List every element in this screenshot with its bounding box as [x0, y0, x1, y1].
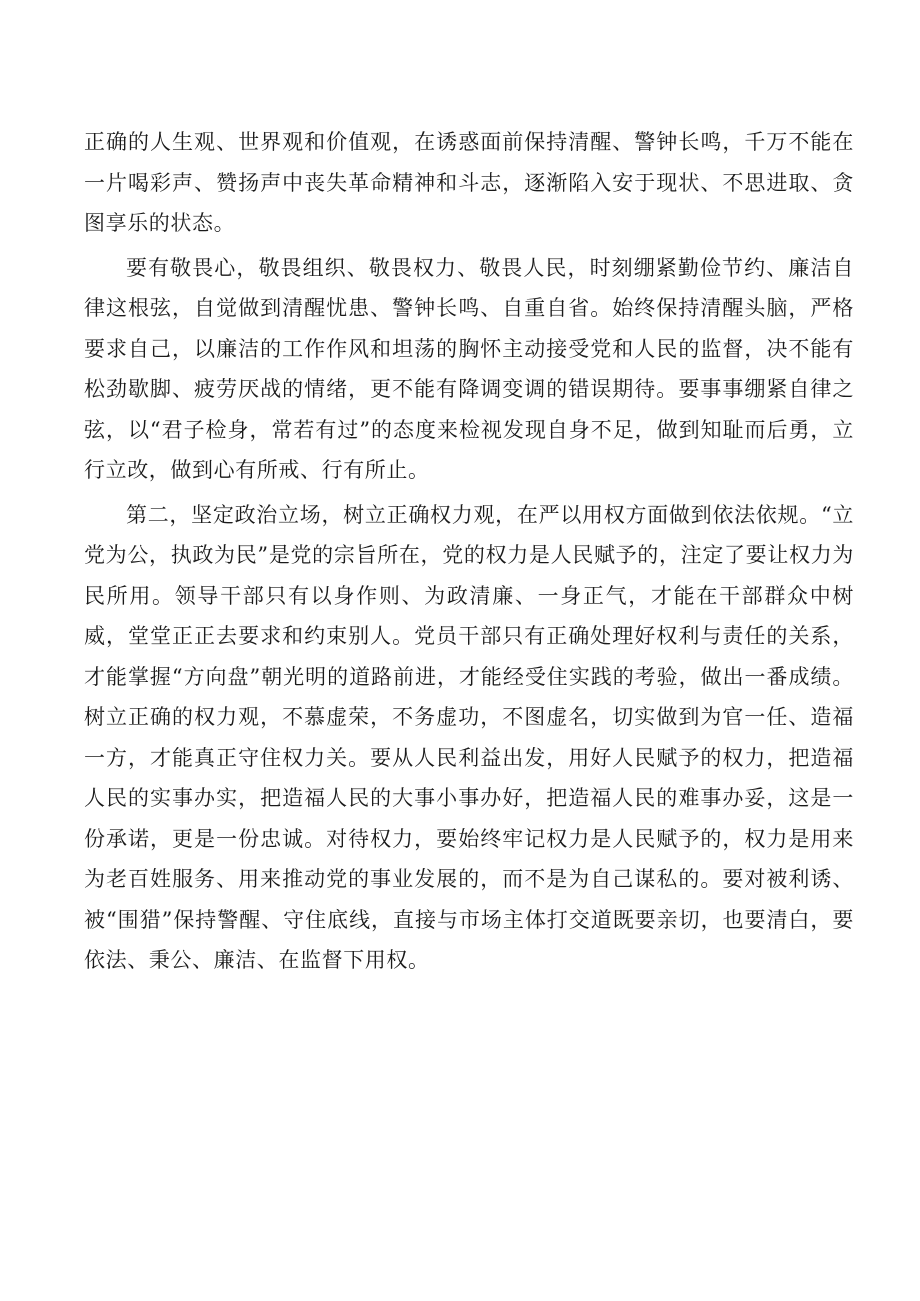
document-page	[84, 122, 854, 985]
paragraph-2: 要有敬畏心，敬畏组织、敬畏权力、敬畏人民，时刻绷紧勤俭节约、廉洁自律这根弦，自觉做到清醒忧患、警钟长鸣、自重自省。始终保持清醒头脑，严格要求自己，以廉洁的工作作风和坦荡的胸怀主动接受党和人民的监督，决不能有松劲歇脚、疲劳厌战的情绪，更不能有降调变调的错误期待。要事事绷紧自律之弦，以“君子检身，常若有过”的态度来检视发现自身不足，做到知耻而后勇，立行立改，做到心有所戒、行有所止。	[84, 255, 854, 482]
paragraph-1: 正确的人生观、世界观和价值观，在诱惑面前保持清醒、警钟长鸣，千万不能在一片喝彩声、赞扬声中丧失革命精神和斗志，逐渐陷入安于现状、不思进取、贪图享乐的状态。	[84, 130, 854, 235]
paragraph-3: 第二，坚定政治立场，树立正确权力观，在严以用权方面做到依法依规。“立党为公，执政为民”是党的宗旨所在，党的权力是人民赋予的，注定了要让权力为民所用。领导干部只有以身作则、为政清廉、一身正气，才能在干部群众中树威，堂堂正正去要求和约束别人。党员干部只有正确处理好权利与责任的关系，才能掌握“方向盘”朝光明的道路前进，才能经受住实践的考验，做出一番成绩。树立正确的权力观，不慕虚荣，不务虚功，不图虚名，切实做到为官一任、造福一方，才能真正守住权力关。要从人民利益出发，用好人民赋予的权力，把造福人民的实事办实，把造福人民的大事小事办好，把造福人民的难事办妥，这是一份承诺，更是一份忠诚。对待权力，要始终牢记权力是人民赋予的，权力是用来为老百姓服务、用来推动党的事业发展的，而不是为自己谋私的。要对被利诱、被“围猎”保持警醒、守住底线，直接与市场主体打交道既要亲切，也要清白，要依法、秉公、廉洁、在监督下用权。	[84, 502, 854, 972]
